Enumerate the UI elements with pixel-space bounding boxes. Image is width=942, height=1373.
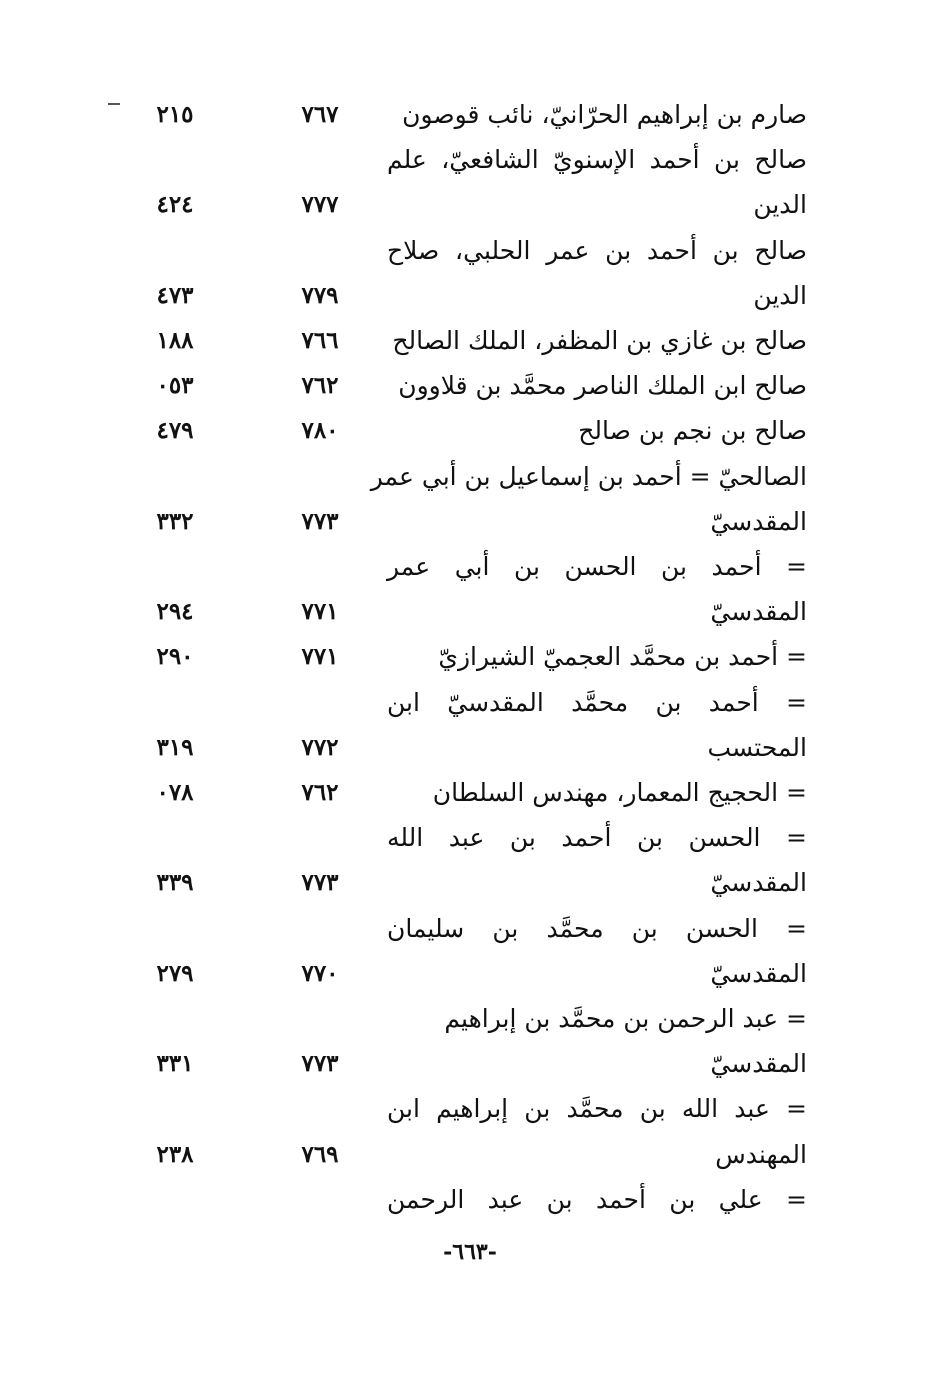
index-entry <box>0 454 942 499</box>
entry-page: ٠٧٨ <box>156 779 194 806</box>
entry-name: = عبد الله بن محمَّد بن إبراهيم ابن <box>387 1094 807 1124</box>
entry-name: المقدسيّ <box>710 1049 807 1079</box>
index-entry <box>0 273 942 318</box>
entry-page: ٤٧٣ <box>156 281 194 309</box>
index-entry <box>0 228 942 273</box>
entry-year: ٧٧٣ <box>301 1050 339 1078</box>
index-entry <box>0 1132 942 1177</box>
entry-page: ٣٣٢ <box>156 507 194 535</box>
entry-name: = عبد الرحمن بن محمَّد بن إبراهيم <box>444 1004 807 1033</box>
entry-name: المقدسيّ <box>710 506 807 536</box>
entry-year: ٧٦٩ <box>301 1140 339 1168</box>
index-entry <box>0 92 942 137</box>
entry-year: ٧٧٣ <box>301 869 339 897</box>
index-entry <box>0 408 942 453</box>
entry-name: = أحمد بن محمَّد العجميّ الشيرازيّ <box>438 642 807 672</box>
entry-page: ٣٣١ <box>156 1050 194 1078</box>
entry-name: صالح بن نجم بن صالح <box>578 416 807 446</box>
index-entry <box>0 725 942 770</box>
entry-name: المقدسيّ <box>710 958 807 988</box>
entry-page: ٤٧٩ <box>156 417 194 445</box>
index-entry <box>0 906 942 951</box>
entry-page: ٣٣٩ <box>156 869 194 897</box>
entry-year: ٧٦٦ <box>301 327 339 354</box>
entry-page: ٢١٥ <box>156 101 194 128</box>
entry-year: ٧٧٩ <box>301 281 339 309</box>
entry-name: المقدسيّ <box>710 597 807 627</box>
entry-name: المهندس <box>715 1139 807 1169</box>
entry-name: صارم بن إبراهيم الحرّانيّ، نائب قوصون <box>402 100 807 129</box>
entry-year: ٧٧٠ <box>301 959 339 987</box>
entry-name: صالح بن غازي بن المظفر، الملك الصالح <box>392 326 807 355</box>
entry-year: ٧٧٢ <box>301 733 339 761</box>
index-entry <box>0 318 942 363</box>
index-entry <box>0 589 942 634</box>
entry-name: صالح ابن الملك الناصر محمَّد بن قلاوون <box>398 371 807 401</box>
entry-name: صالح بن أحمد بن عمر الحلبي، صلاح <box>387 235 807 265</box>
index-entry <box>0 363 942 408</box>
index-entry <box>0 1177 942 1222</box>
entry-page: ٢٩٠ <box>156 643 194 671</box>
entry-year: ٧٧١ <box>301 643 339 671</box>
entry-year: ٧٧١ <box>301 598 339 626</box>
entry-name: الدين <box>753 190 807 220</box>
index-entry <box>0 951 942 996</box>
entry-year: ٧٧٧ <box>301 191 339 219</box>
index-entry <box>0 996 942 1041</box>
entry-year: ٧٨٠ <box>301 417 339 445</box>
entry-page: ٠٥٣ <box>156 372 194 400</box>
entry-name: = الحسن بن محمَّد بن سليمان <box>387 913 807 943</box>
entry-page: ٢٧٩ <box>156 959 194 987</box>
entry-name: الدين <box>753 280 807 310</box>
entry-name: = علي بن أحمد بن عبد الرحمن <box>387 1184 807 1214</box>
entry-page: ٤٢٤ <box>156 191 194 219</box>
index-entry <box>0 860 942 905</box>
entry-page: ٢٩٤ <box>156 598 194 626</box>
index-entry <box>0 815 942 860</box>
entry-year: ٧٦٧ <box>301 101 339 128</box>
index-entry <box>0 499 942 544</box>
index-entry <box>0 680 942 725</box>
entry-name: = الحسن بن أحمد بن عبد الله <box>387 823 807 853</box>
index-entry <box>0 1086 942 1131</box>
entry-year: ٧٦٢ <box>301 779 339 806</box>
entry-year: ٧٧٣ <box>301 507 339 535</box>
entry-year: ٧٦٢ <box>301 372 339 400</box>
entry-name: الصالحيّ = أحمد بن إسماعيل بن أبي عمر <box>370 461 807 491</box>
entry-name: = أحمد بن محمَّد المقدسيّ ابن <box>387 687 807 717</box>
page-number: -٦٦٣- <box>443 1239 497 1265</box>
index-entry <box>0 182 942 227</box>
entry-name: المقدسيّ <box>710 868 807 898</box>
index-entry <box>0 1041 942 1086</box>
entry-page: ٢٣٨ <box>156 1140 194 1168</box>
index-entry <box>0 137 942 182</box>
entry-name: = الحجيج المعمار، مهندس السلطان <box>432 778 807 807</box>
entry-name: = أحمد بن الحسن بن أبي عمر <box>387 552 807 581</box>
index-entry <box>0 634 942 679</box>
entry-page: ١٨٨ <box>156 327 194 354</box>
entry-name: صالح بن أحمد الإسنويّ الشافعيّ، علم <box>387 145 807 175</box>
index-entry <box>0 770 942 815</box>
entry-name: المحتسب <box>707 732 807 762</box>
entry-page: ٣١٩ <box>156 733 194 761</box>
index-entry <box>0 544 942 589</box>
